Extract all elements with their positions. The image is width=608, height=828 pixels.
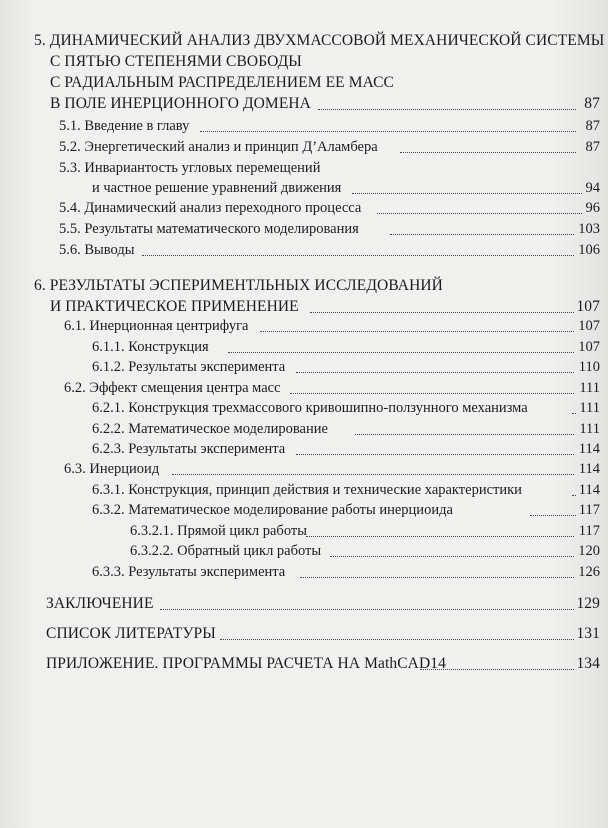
toc-page-number: 114 xyxy=(578,441,600,457)
toc-entry-title: 6.2.3. Результаты эксперимента xyxy=(92,441,286,457)
toc-entry-title: ЗАКЛЮЧЕНИЕ xyxy=(46,595,154,612)
toc-entry-title: 5.2. Энергетический анализ и принцип Д’Аламбера xyxy=(59,139,378,155)
leader-dots xyxy=(142,234,574,256)
toc-entry-title: 5.1. Введение в главу xyxy=(59,118,190,134)
leader-dots xyxy=(420,648,574,670)
toc-chapter-5-heading-line2 xyxy=(0,51,608,73)
toc-page-number: 126 xyxy=(578,564,600,580)
leader-dots xyxy=(200,110,576,132)
leader-dots xyxy=(172,453,574,475)
toc-entry-title: 6.3.3. Результаты эксперимента xyxy=(92,564,286,580)
leader-dots xyxy=(318,88,576,110)
leader-dots xyxy=(330,535,574,557)
leader-dots xyxy=(220,618,574,640)
toc-chapter-5-title-line1: 5. ДИНАМИЧЕСКИЙ АНАЛИЗ ДВУХМАССОВОЙ МЕХАНИЧЕСКОЙ СИСТЕМЫ xyxy=(34,32,605,49)
toc-page-number: 111 xyxy=(579,421,600,437)
leader-dots xyxy=(160,588,574,610)
toc-entry-title: 6.3.1. Конструкция, принцип действия и технические характеристики xyxy=(92,482,522,498)
leader-dots xyxy=(400,131,576,153)
leader-dots xyxy=(572,392,576,414)
toc-page-number: 120 xyxy=(578,543,600,559)
toc-conclusion[interactable] xyxy=(0,593,608,615)
toc-entry-title: 5.5. Результаты математического моделирования xyxy=(59,221,359,237)
leader-dots xyxy=(290,372,574,394)
toc-entry-5-2[interactable] xyxy=(0,136,608,158)
toc-page-number: 110 xyxy=(578,359,600,375)
toc-entry-6-3[interactable] xyxy=(0,458,608,480)
toc-chapter-5-heading-line1 xyxy=(0,30,608,52)
toc-page-number: 107 xyxy=(576,298,600,315)
toc-entry-6-3-3[interactable] xyxy=(0,561,608,583)
toc-page-number: 106 xyxy=(578,242,600,258)
toc-page-number: 94 xyxy=(585,180,600,196)
toc-chapter-5-title-line4: В ПОЛЕ ИНЕРЦИОННОГО ДОМЕНА xyxy=(50,95,311,112)
toc-entry-6-2[interactable] xyxy=(0,377,608,399)
leader-dots xyxy=(530,494,576,516)
toc-chapter-6-title-line2: И ПРАКТИЧЕСКОЕ ПРИМЕНЕНИЕ xyxy=(50,298,299,315)
leader-dots xyxy=(228,331,574,353)
toc-page-number: 87 xyxy=(585,118,600,134)
toc-chapter-6-title-line1: 6. РЕЗУЛЬТАТЫ ЭСПЕРИМЕНТЛЬНЫХ ИССЛЕДОВАНИЙ xyxy=(34,277,443,294)
toc-page-number: 103 xyxy=(578,221,600,237)
toc-page-number: 114 xyxy=(578,461,600,477)
toc-entry-title: 6.1. Инерционная центрифуга xyxy=(64,318,249,334)
leader-dots xyxy=(377,192,582,214)
leader-dots xyxy=(260,310,574,332)
leader-dots xyxy=(296,433,574,455)
toc-page-number: 114 xyxy=(578,482,600,498)
leader-dots xyxy=(355,413,574,435)
toc-entry-title: 6.3. Инерциоид xyxy=(64,461,160,477)
toc-entry-title: 6.2.2. Математическое моделирование xyxy=(92,421,328,437)
toc-entry-6-3-1[interactable] xyxy=(0,479,608,501)
toc-chapter-5-title-line2: С ПЯТЬЮ СТЕПЕНЯМИ СВОБОДЫ xyxy=(50,53,302,70)
toc-entry-title: 6.2.1. Конструкция трехмассового кривошипно-ползунного механизма xyxy=(92,400,528,416)
leader-dots xyxy=(300,556,574,578)
toc-entry-title: 6.1.1. Конструкция xyxy=(92,339,209,355)
toc-page-number: 111 xyxy=(579,400,600,416)
toc-entry-title: 5.4. Динамический анализ переходного процесса xyxy=(59,200,362,216)
toc-page-number: 87 xyxy=(584,95,600,112)
toc-entry-title: 5.3. Инвариантость угловых перемещений xyxy=(59,160,321,176)
toc-page-number: 107 xyxy=(578,339,600,355)
toc-appendix[interactable] xyxy=(0,653,608,675)
toc-entry-5-6[interactable] xyxy=(0,239,608,261)
toc-page-number: 129 xyxy=(576,595,600,612)
toc-entry-title: 6.3.2. Математическое моделирование работы инерциоида xyxy=(92,502,453,518)
toc-entry-title: СПИСОК ЛИТЕРАТУРЫ xyxy=(46,625,216,642)
toc-entry-title: 6.3.2.2. Обратный цикл работы xyxy=(130,543,322,559)
toc-entry-title: ПРИЛОЖЕНИЕ. ПРОГРАММЫ РАСЧЕТА НА MathCAD14 xyxy=(46,655,446,672)
toc-page-number: 96 xyxy=(585,200,600,216)
toc-entry-title: 6.1.2. Результаты эксперимента xyxy=(92,359,286,375)
toc-references[interactable] xyxy=(0,623,608,645)
toc-page-number: 117 xyxy=(578,523,600,539)
toc-page-number: 107 xyxy=(578,318,600,334)
leader-dots xyxy=(306,515,574,537)
leader-dots xyxy=(572,474,576,496)
toc-page-number: 87 xyxy=(585,139,600,155)
toc-page-number: 117 xyxy=(578,502,600,518)
toc-page-number: 134 xyxy=(576,655,600,672)
toc-chapter-5-title-line3: С РАДИАЛЬНЫМ РАСПРЕДЕЛЕНИЕМ ЕЕ МАСС xyxy=(50,74,394,91)
toc-page-number: 131 xyxy=(576,625,600,642)
leader-dots xyxy=(390,213,574,235)
leader-dots xyxy=(296,351,574,373)
leader-dots xyxy=(352,172,582,194)
toc-entry-title: 6.2. Эффект смещения центра масс xyxy=(64,380,281,396)
toc-page-number: 111 xyxy=(579,380,600,396)
toc-entry-title-continued: и частное решение уравнений движения xyxy=(92,180,342,196)
toc-entry-title: 5.6. Выводы xyxy=(59,242,135,258)
toc-entry-title: 6.3.2.1. Прямой цикл работы xyxy=(130,523,307,539)
